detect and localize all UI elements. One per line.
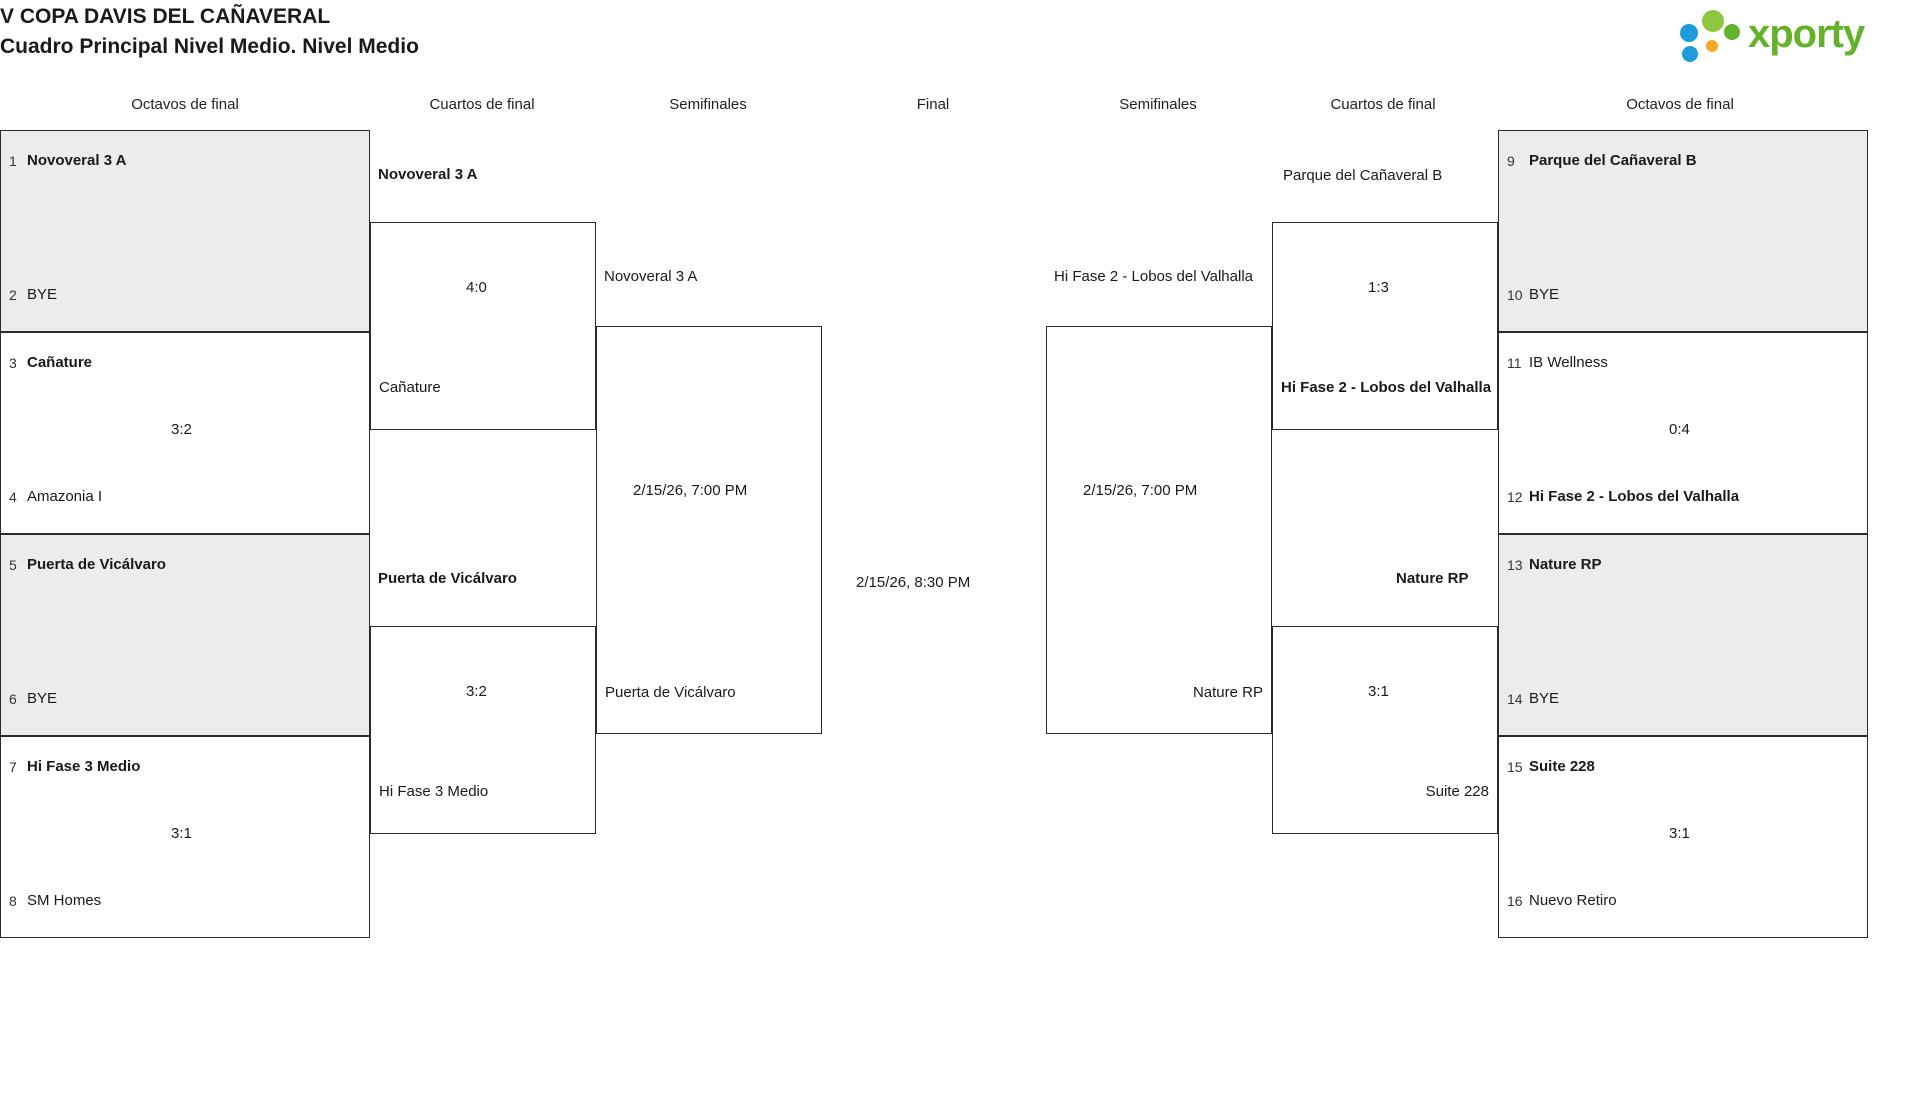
team-name: BYE bbox=[1529, 286, 1560, 303]
match-box-right-qf-1[interactable] bbox=[1272, 222, 1498, 430]
round-label-left-sf: Semifinales bbox=[669, 96, 747, 113]
match-score: 3:1 bbox=[1669, 825, 1690, 842]
seed-number: 14 bbox=[1507, 691, 1523, 707]
match-box-right-r16-2[interactable] bbox=[1498, 332, 1868, 534]
qf-left-2-top-team: Puerta de Vicálvaro bbox=[378, 570, 517, 587]
round-label-right-qf: Cuartos de final bbox=[1330, 96, 1436, 113]
tournament-title: V COPA DAVIS DEL CAÑAVERAL bbox=[0, 5, 331, 28]
logo-dots-icon bbox=[1680, 10, 1744, 62]
seed-number: 16 bbox=[1507, 893, 1523, 909]
match-box-left-qf-2[interactable] bbox=[370, 626, 596, 834]
team-name: Amazonia I bbox=[27, 488, 103, 505]
team-name: Cañature bbox=[27, 354, 93, 371]
seed-number: 2 bbox=[9, 287, 17, 303]
team-name: Puerta de Vicálvaro bbox=[27, 556, 166, 573]
match-box-right-sf[interactable] bbox=[1046, 326, 1272, 734]
match-box-left-r16-4[interactable] bbox=[0, 736, 370, 938]
seed-number: 9 bbox=[1507, 153, 1515, 169]
team-name: SM Homes bbox=[27, 892, 102, 909]
seed-number: 8 bbox=[9, 893, 17, 909]
match-score: 1:3 bbox=[1368, 279, 1389, 296]
team-name: BYE bbox=[1529, 690, 1560, 707]
match-box-left-qf-1[interactable] bbox=[370, 222, 596, 430]
logo-wordmark: xporty bbox=[1748, 12, 1865, 56]
seed-number: 13 bbox=[1507, 557, 1523, 573]
match-datetime: 2/15/26, 7:00 PM bbox=[1083, 482, 1198, 499]
team-name: BYE bbox=[27, 690, 58, 707]
team-name: Hi Fase 2 - Lobos del Valhalla bbox=[1529, 488, 1740, 505]
seed-number: 4 bbox=[9, 489, 17, 505]
team-name: Cañature bbox=[379, 379, 441, 396]
match-datetime: 2/15/26, 7:00 PM bbox=[633, 482, 748, 499]
team-name: Nature RP bbox=[1192, 684, 1263, 701]
team-name: Hi Fase 3 Medio bbox=[379, 783, 489, 800]
title-block bbox=[0, 2, 419, 62]
qf-right-2-top-team: Nature RP bbox=[1396, 570, 1469, 587]
round-label-final: Final bbox=[916, 96, 950, 113]
team-name: Novoveral 3 A bbox=[27, 152, 127, 169]
round-label-left-qf: Cuartos de final bbox=[429, 96, 535, 113]
sf-right-top-team: Parque del Cañaveral B bbox=[1283, 167, 1443, 184]
seed-number: 1 bbox=[9, 153, 17, 169]
seed-number: 5 bbox=[9, 557, 17, 573]
draw-subtitle: Cuadro Principal Nivel Medio. Nivel Medio bbox=[0, 35, 419, 58]
seed-number: 15 bbox=[1507, 759, 1523, 775]
match-box-left-r16-2[interactable] bbox=[0, 332, 370, 534]
final-datetime: 2/15/26, 8:30 PM bbox=[856, 574, 971, 591]
team-name: Nuevo Retiro bbox=[1529, 892, 1617, 909]
match-box-right-qf-2[interactable] bbox=[1272, 626, 1498, 834]
match-box-left-r16-3[interactable] bbox=[0, 534, 370, 736]
team-name: Suite 228 bbox=[1529, 758, 1595, 775]
match-score: 3:1 bbox=[171, 825, 192, 842]
match-score: 3:1 bbox=[1368, 683, 1389, 700]
match-score: 3:2 bbox=[466, 683, 487, 700]
xporty-logo bbox=[1680, 6, 1910, 62]
team-name: IB Wellness bbox=[1529, 354, 1608, 371]
match-score: 0:4 bbox=[1669, 421, 1690, 438]
round-label-right-sf: Semifinales bbox=[1119, 96, 1197, 113]
match-score: 3:2 bbox=[171, 421, 192, 438]
round-label-right-r16: Octavos de final bbox=[1626, 96, 1734, 113]
team-name: Parque del Cañaveral B bbox=[1529, 152, 1697, 169]
team-name: Hi Fase 3 Medio bbox=[27, 758, 141, 775]
sf-right-top-label: Hi Fase 2 - Lobos del Valhalla bbox=[1054, 268, 1253, 285]
team-name: Nature RP bbox=[1529, 556, 1602, 573]
team-name: Hi Fase 2 - Lobos del Valhalla bbox=[1281, 379, 1492, 396]
seed-number: 11 bbox=[1507, 355, 1522, 371]
round-label-left-r16: Octavos de final bbox=[131, 96, 239, 113]
match-box-left-sf[interactable] bbox=[596, 326, 822, 734]
seed-number: 10 bbox=[1507, 287, 1523, 303]
match-box-right-r16-4[interactable] bbox=[1498, 736, 1868, 938]
team-name: Suite 228 bbox=[1425, 783, 1489, 800]
qf-left-1-top-team: Novoveral 3 A bbox=[378, 166, 478, 183]
seed-number: 3 bbox=[9, 355, 17, 371]
match-box-left-r16-1[interactable] bbox=[0, 130, 370, 332]
seed-number: 6 bbox=[9, 691, 17, 707]
match-box-right-r16-3[interactable] bbox=[1498, 534, 1868, 736]
page-header bbox=[0, 0, 1920, 72]
team-name: Puerta de Vicálvaro bbox=[605, 684, 736, 701]
seed-number: 7 bbox=[9, 759, 17, 775]
seed-number: 12 bbox=[1507, 489, 1523, 505]
team-name: BYE bbox=[27, 286, 58, 303]
match-box-right-r16-1[interactable] bbox=[1498, 130, 1868, 332]
match-score: 4:0 bbox=[466, 279, 487, 296]
sf-left-top-team: Novoveral 3 A bbox=[604, 268, 698, 285]
